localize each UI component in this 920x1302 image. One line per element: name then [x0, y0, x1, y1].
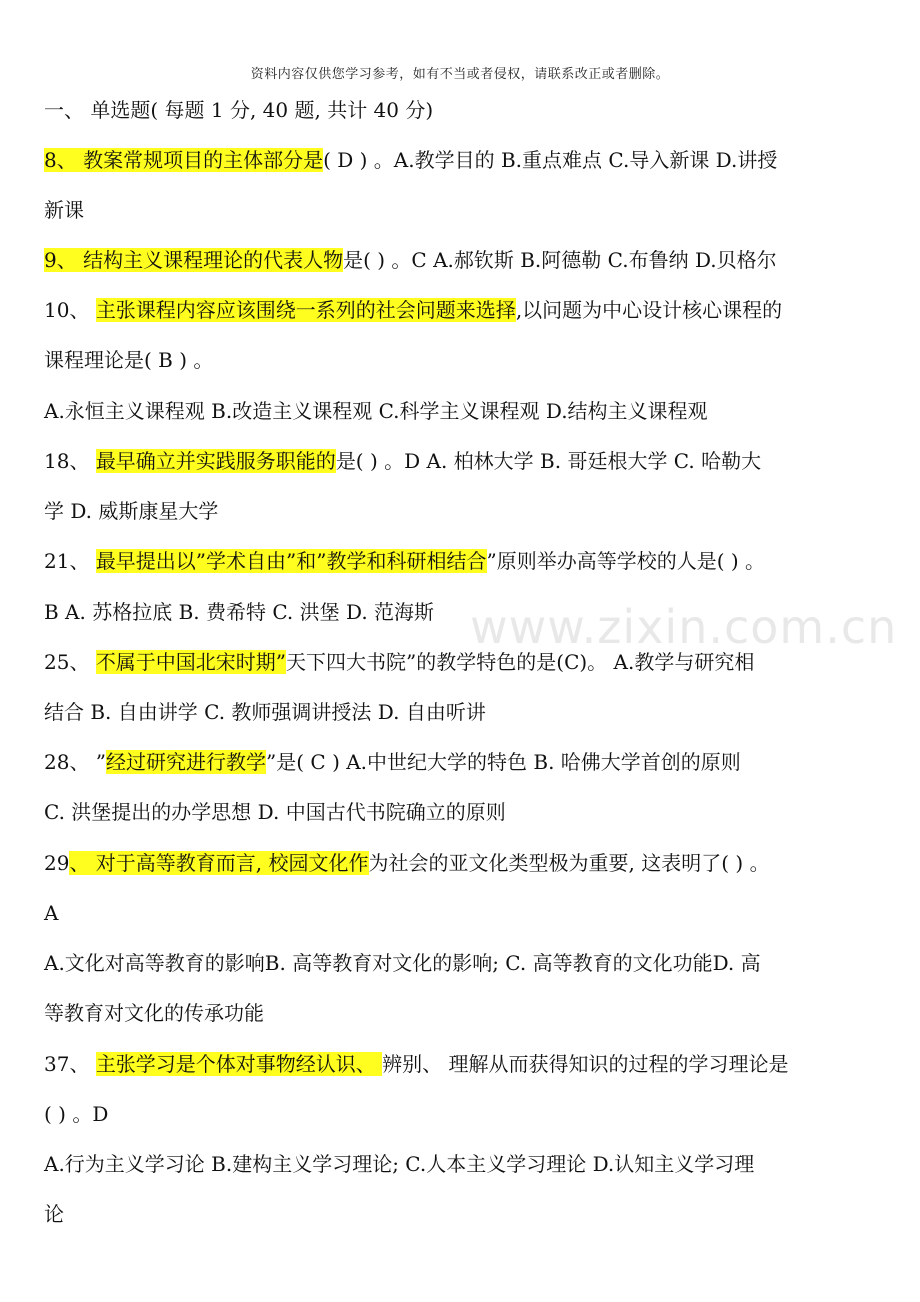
q29-highlight: 、 对于高等教育而言, 校园文化作 — [69, 851, 369, 875]
question-37 — [44, 1050, 894, 1078]
question-29-options-cont: 等教育对文化的传承功能 — [44, 1001, 264, 1025]
q28-highlight: 经过研究进行教学 — [106, 750, 267, 774]
question-10 — [44, 296, 894, 324]
q18-text: 是( ) 。D A. 柏林大学 B. 哥廷根大学 C. 哈勒大 — [335, 449, 762, 473]
q29-text: 为社会的亚文化类型极为重要, 这表明了( ) 。 — [368, 851, 770, 875]
question-29-options: A.文化对高等教育的影响B. 高等教育对文化的影响; C. 高等教育的文化功能D. 高 — [44, 951, 761, 975]
q29-number: 29 — [44, 851, 70, 875]
question-28 — [44, 748, 894, 776]
question-18-cont: 学 D. 威斯康星大学 — [44, 499, 219, 523]
watermark: www.zixin.com.cn — [470, 600, 898, 654]
q9-text: 是( ) 。C A.郝钦斯 B.阿德勒 C.布鲁纳 D.贝格尔 — [343, 248, 777, 272]
q9-highlight: 9、 结构主义课程理论的代表人物 — [44, 248, 344, 272]
q21-number: 21、 — [44, 549, 96, 573]
question-10-cont: 课程理论是( B ) 。 — [44, 348, 214, 372]
question-8 — [44, 146, 894, 174]
question-21 — [44, 547, 894, 575]
question-37-options: A.行为主义学习论 B.建构主义学习理论; C.人本主义学习理论 D.认知主义学习理 — [44, 1152, 755, 1176]
question-29-answer: A — [44, 901, 59, 925]
q10-text: ,以问题为中心设计核心课程的 — [515, 298, 783, 322]
question-9 — [44, 246, 894, 274]
question-8-cont: 新课 — [44, 198, 84, 222]
question-25-cont: 结合 B. 自由讲学 C. 教师强调讲授法 D. 自由听讲 — [44, 700, 486, 724]
question-25 — [44, 648, 894, 676]
q8-highlight: 8、 教案常规项目的主体部分是 — [44, 148, 324, 172]
question-10-options: A.永恒主义课程观 B.改造主义课程观 C.科学主义课程观 D.结构主义课程观 — [44, 399, 708, 423]
question-18 — [44, 447, 894, 475]
q10-highlight: 主张课程内容应该围绕一系列的社会问题来选择 — [95, 298, 516, 322]
disclaimer-header: 资料内容仅供您学习参考，如有不当或者侵权，请联系改正或者删除。 — [250, 67, 670, 82]
q25-text: 天下四大书院”的教学特色的是(C)。 A.教学与研究相 — [286, 650, 755, 674]
q37-highlight: 主张学习是个体对事物经认识、 — [95, 1052, 383, 1076]
question-21-cont: B A. 苏格拉底 B. 费希特 C. 洪堡 D. 范海斯 — [44, 600, 435, 624]
q25-number: 25、 — [44, 650, 96, 674]
question-37-cont: ( ) 。D — [44, 1102, 109, 1126]
q18-highlight: 最早确立并实践服务职能的 — [95, 449, 336, 473]
q21-text: ”原则举办高等学校的人是( ) 。 — [486, 549, 766, 573]
q37-text: 辨别、 理解从而获得知识的过程的学习理论是 — [382, 1052, 789, 1076]
q28-text: ”是( C ) A.中世纪大学的特色 B. 哈佛大学首创的原则 — [266, 750, 741, 774]
q37-number: 37、 — [44, 1052, 96, 1076]
q25-highlight: 不属于中国北宋时期” — [95, 650, 287, 674]
q21-highlight: 最早提出以”学术自由”和”教学和科研相结合 — [95, 549, 487, 573]
q10-number: 10、 — [44, 298, 96, 322]
q8-text: ( D ) 。A.教学目的 B.重点难点 C.导入新课 D.讲授 — [323, 148, 778, 172]
section-title: 一、 单选题( 每题 1 分, 40 题, 共计 40 分) — [44, 98, 434, 122]
question-37-options-cont: 论 — [44, 1202, 64, 1226]
question-29 — [44, 849, 894, 877]
q18-number: 18、 — [44, 449, 96, 473]
q28-number: 28、 ” — [44, 750, 107, 774]
question-28-cont: C. 洪堡提出的办学思想 D. 中国古代书院确立的原则 — [44, 800, 506, 824]
